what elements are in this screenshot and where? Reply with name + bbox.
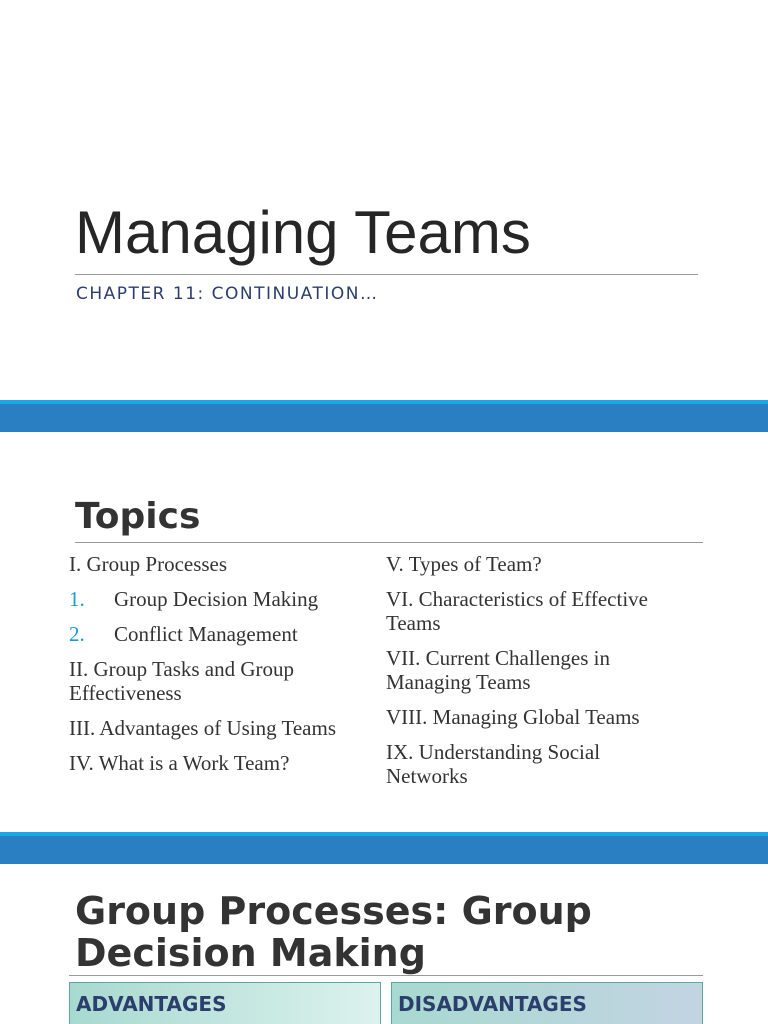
topic-subitem bbox=[69, 587, 369, 611]
topic-item: VIII. Managing Global Teams bbox=[386, 705, 640, 729]
topic-item: V. Types of Team? bbox=[386, 552, 542, 576]
topic-item: VII. Current Challenges in Managing Teams bbox=[386, 646, 610, 694]
topic-item: IX. Understanding Social Networks bbox=[386, 740, 601, 788]
advantages-header bbox=[69, 982, 381, 1024]
disadvantages-label: DISADVANTAGES bbox=[398, 992, 587, 1016]
presentation-subtitle: CHAPTER 11: CONTINUATION… bbox=[76, 284, 379, 304]
topic-subitem-label: Group Decision Making bbox=[114, 587, 319, 611]
topic-subitem bbox=[69, 622, 369, 646]
slide-separator bbox=[0, 400, 768, 432]
topic-item: III. Advantages of Using Teams bbox=[69, 716, 337, 740]
decision-making-slide bbox=[0, 864, 768, 1024]
decision-making-divider bbox=[69, 975, 703, 976]
topic-subitem-label: Conflict Management bbox=[114, 622, 298, 646]
title-slide bbox=[0, 0, 768, 400]
list-number: 1. bbox=[69, 587, 85, 611]
topics-left-column bbox=[69, 552, 369, 786]
topic-item: I. Group Processes bbox=[69, 552, 228, 576]
slide-separator bbox=[0, 832, 768, 864]
decision-making-title: Group Processes: Group Decision Making bbox=[75, 889, 592, 975]
title-divider bbox=[75, 274, 698, 275]
topic-item: IV. What is a Work Team? bbox=[69, 751, 290, 775]
topic-item: II. Group Tasks and Group Effectiveness bbox=[69, 657, 295, 705]
advantages-label: ADVANTAGES bbox=[76, 992, 227, 1016]
topics-right-column bbox=[386, 552, 686, 799]
topic-item: VI. Characteristics of Effective Teams bbox=[386, 587, 648, 635]
list-number: 2. bbox=[69, 622, 85, 646]
presentation-title: Managing Teams bbox=[75, 199, 531, 266]
disadvantages-header bbox=[391, 982, 703, 1024]
topics-divider bbox=[75, 542, 703, 543]
topics-title: Topics bbox=[75, 496, 201, 537]
topics-slide bbox=[0, 432, 768, 832]
